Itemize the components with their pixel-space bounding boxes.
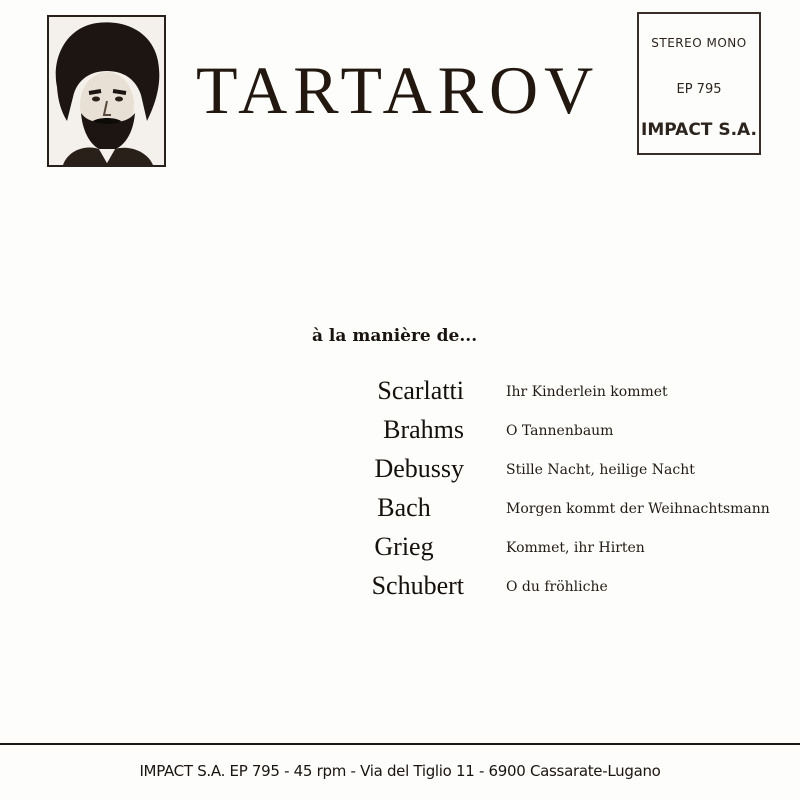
track-row — [0, 450, 800, 488]
artist-name: TARTAROV — [196, 52, 600, 128]
composer-name: Schubert — [371, 571, 464, 600]
portrait-image — [49, 17, 164, 165]
stamp-catalog: EP 795 — [676, 82, 722, 97]
song-title: Ihr Kinderlein kommet — [506, 384, 668, 400]
composer-name: Debussy — [374, 454, 464, 483]
stamp-label: IMPACT S.A. — [641, 120, 757, 140]
footer-text: IMPACT S.A. EP 795 - 45 rpm - Via del Tiglio 11 - 6900 Cassarate-Lugano — [139, 762, 661, 780]
composer-name: Bach — [377, 493, 431, 522]
composer-name: Brahms — [383, 415, 464, 444]
track-row — [0, 489, 800, 527]
song-title: O du fröhliche — [506, 579, 608, 595]
label-stamp — [637, 12, 761, 155]
song-title: O Tannenbaum — [506, 423, 614, 439]
stamp-format: STEREO MONO — [651, 36, 747, 50]
track-row — [0, 411, 800, 449]
composer-name: Grieg — [374, 532, 434, 561]
artist-portrait — [47, 15, 166, 167]
footer-divider — [0, 743, 800, 745]
track-row — [0, 528, 800, 566]
intro-heading: à la manière de... — [312, 326, 478, 346]
song-title: Morgen kommt der Weihnachtsmann — [506, 501, 770, 517]
song-title: Stille Nacht, heilige Nacht — [506, 462, 695, 478]
composer-name: Scarlatti — [377, 376, 464, 405]
track-row — [0, 372, 800, 410]
song-title: Kommet, ihr Hirten — [506, 540, 645, 556]
track-row — [0, 567, 800, 605]
